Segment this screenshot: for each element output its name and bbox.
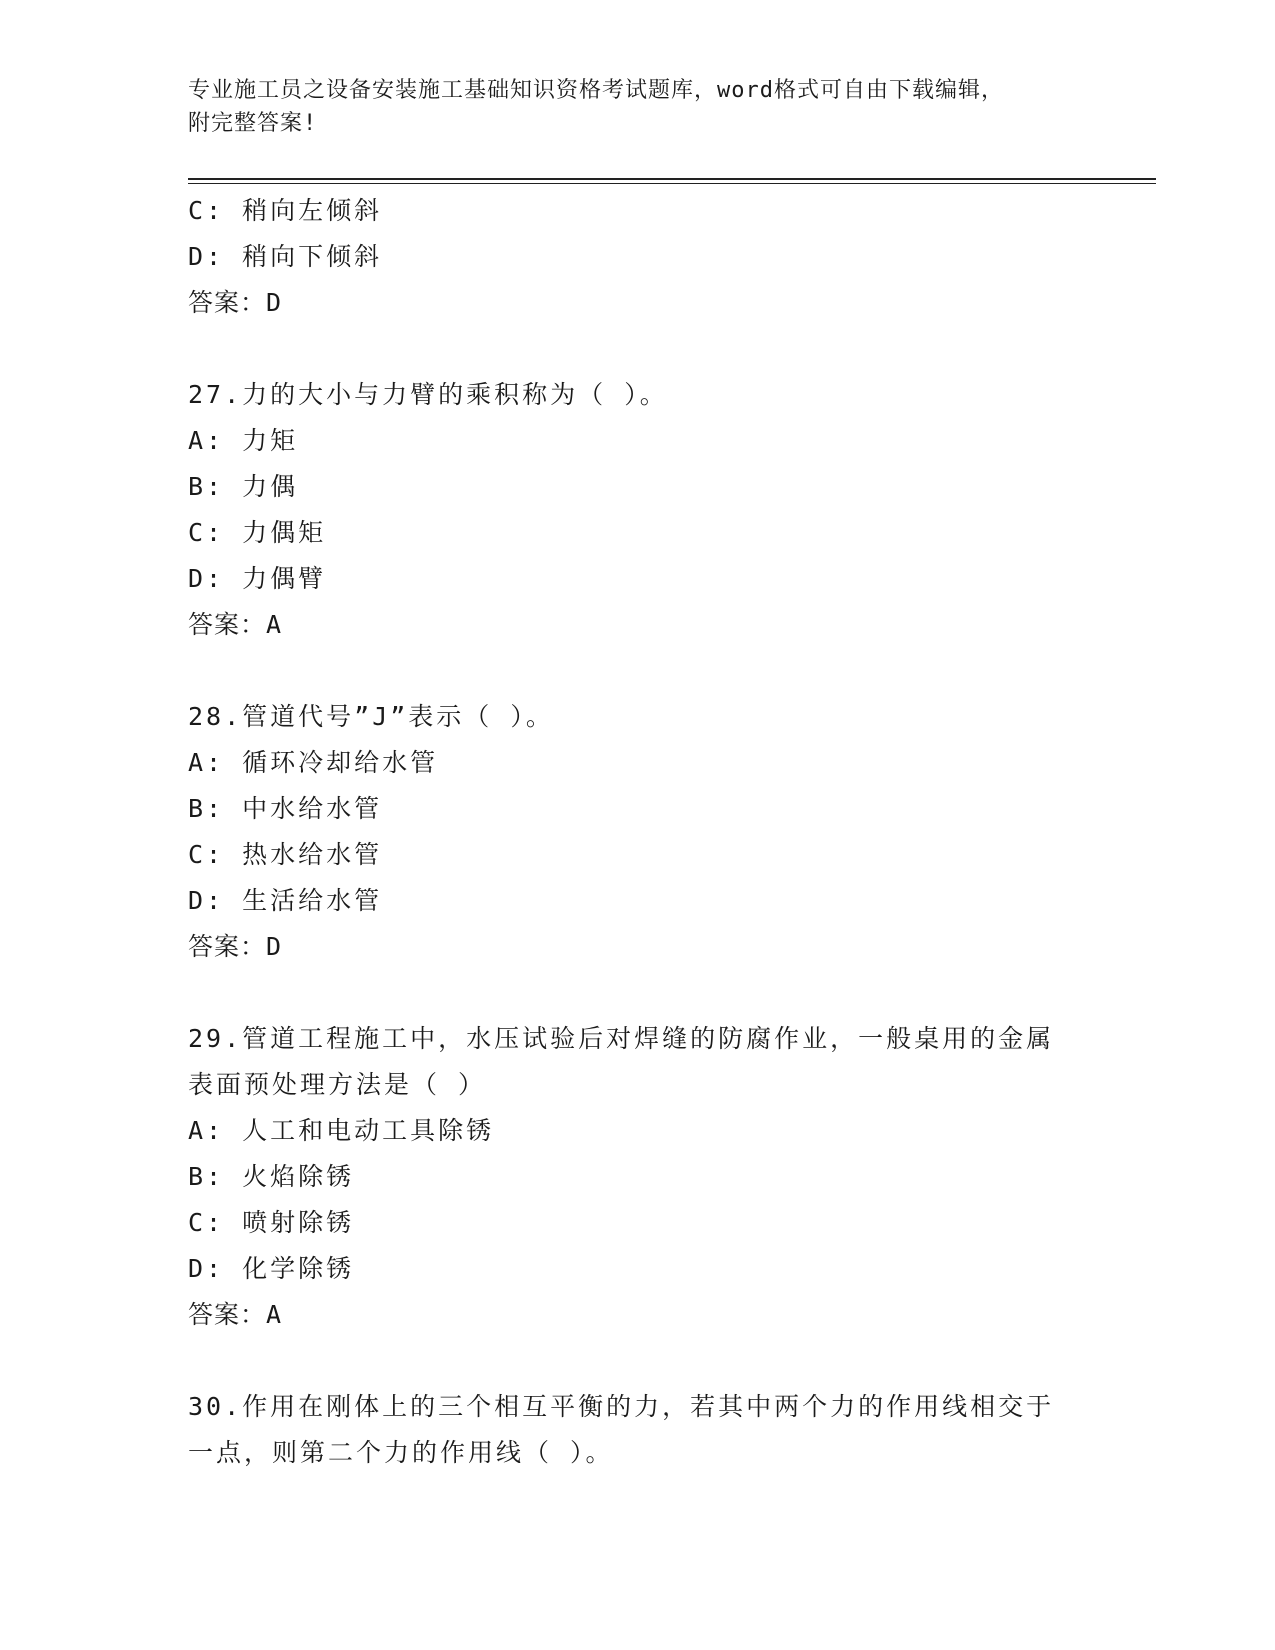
header-divider-thin [188,183,1156,184]
option-a: A: 循环冷却给水管 [188,748,439,777]
answer-label: 答案： [188,932,267,961]
option-b: B: 力偶 [188,472,299,501]
spacer [188,1338,1088,1384]
question-27 [188,372,1088,648]
option-c: C: 力偶矩 [188,518,327,547]
answer-line [188,280,1088,326]
answer-value: A [266,1300,283,1329]
document-header [188,74,1068,140]
option-c: C: 稍向左倾斜 [188,196,383,225]
option-b: B: 火焰除锈 [188,1162,355,1191]
spacer [188,970,1088,1016]
option-c: C: 热水给水管 [188,840,383,869]
question-text: 28.管道代号”J”表示（ ）。 [188,702,554,731]
question-text: 27.力的大小与力臂的乘积称为（ ）。 [188,380,668,409]
option-c: C: 喷射除锈 [188,1208,355,1237]
option-b: B: 中水给水管 [188,794,383,823]
question-text: 30.作用在刚体上的三个相互平衡的力，若其中两个力的作用线相交于一点，则第二个力的作用线（ ）。 [188,1392,1055,1467]
answer-label: 答案： [188,288,267,317]
header-line-2: 附完整答案! [188,111,318,136]
question-28 [188,694,1088,970]
answer-value: A [266,610,283,639]
option-a: A: 力矩 [188,426,299,455]
option-d: D: 化学除锈 [188,1254,355,1283]
option-a: A: 人工和电动工具除锈 [188,1116,495,1145]
question-list [188,188,1088,1476]
answer-label: 答案： [188,610,267,639]
answer-line [188,1292,1088,1338]
question-26-tail [188,188,1088,326]
option-d: D: 力偶臂 [188,564,327,593]
header-divider-thick [188,178,1156,180]
spacer [188,648,1088,694]
option-d: D: 生活给水管 [188,886,383,915]
header-line-1: 专业施工员之设备安装施工基础知识资格考试题库，word格式可自由下载编辑， [188,78,1004,103]
question-text: 29.管道工程施工中，水压试验后对焊缝的防腐作业，一般桌用的金属表面预处理方法是（ ） [188,1024,1055,1099]
answer-line [188,602,1088,648]
answer-value: D [266,932,283,961]
answer-value: D [266,288,283,317]
spacer [188,326,1088,372]
answer-line [188,924,1088,970]
question-30 [188,1384,1088,1476]
option-d: D: 稍向下倾斜 [188,242,383,271]
answer-label: 答案： [188,1300,267,1329]
question-29 [188,1016,1088,1338]
